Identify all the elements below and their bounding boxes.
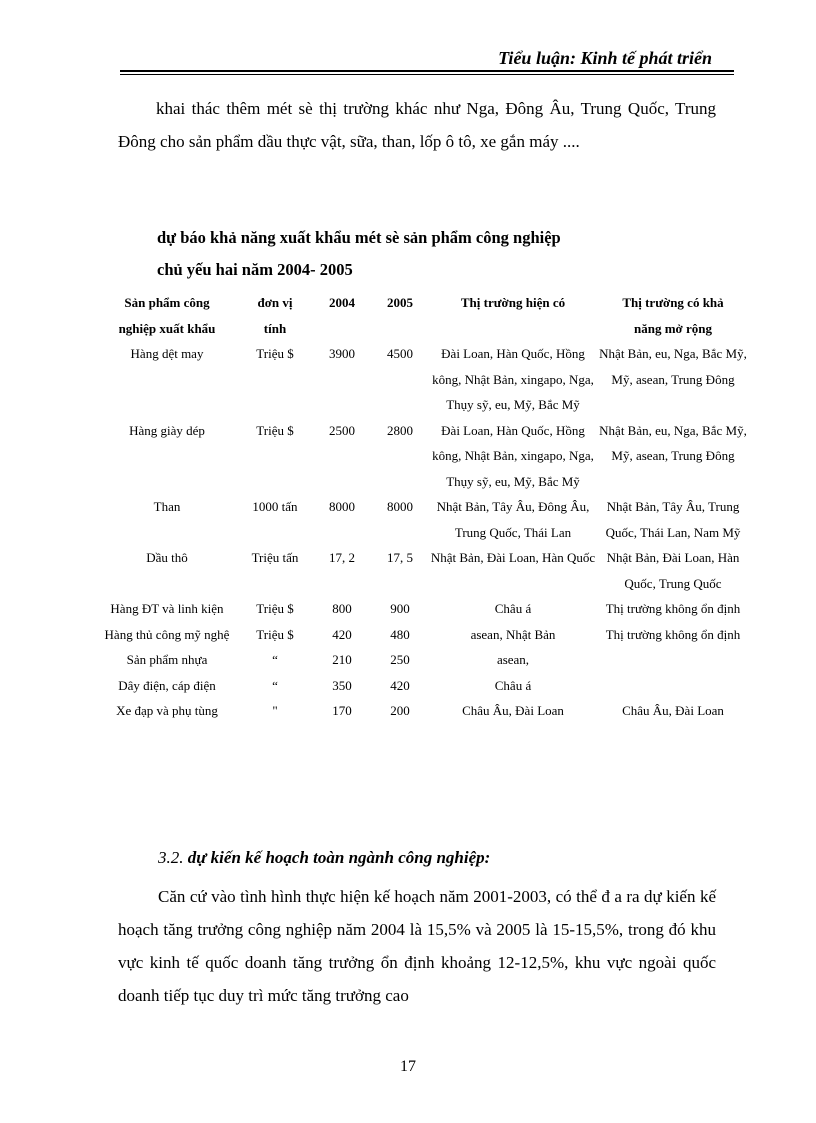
page-number: 17 bbox=[400, 1058, 416, 1075]
cell-2004: 420 bbox=[332, 626, 352, 642]
header-rule-thick bbox=[120, 70, 734, 72]
cell-2004: 2500 bbox=[329, 422, 355, 438]
cell-unit: " bbox=[272, 703, 278, 718]
table-title-line1: dự báo khả năng xuất khẩu mét sè sản phẩm công nghiệp bbox=[157, 228, 561, 247]
cell-2004: 170 bbox=[332, 703, 352, 718]
table-row bbox=[97, 545, 749, 596]
cell-2004: 17, 2 bbox=[329, 550, 355, 565]
table-row bbox=[97, 622, 749, 648]
cell-2004: 210 bbox=[332, 652, 352, 667]
table-row bbox=[97, 418, 749, 495]
cell-current-markets: Đài Loan, Hàn Quốc, Hồng kông, Nhật Bản, xingapo, Nga, Thụy sỹ, eu, Mỹ, Bắc Mỹ bbox=[432, 346, 594, 412]
header-expand-markets bbox=[597, 290, 749, 341]
header-rule-thin bbox=[120, 74, 734, 75]
header-unit-line1: đơn vị bbox=[257, 295, 293, 310]
cell-expand-markets: Thị trường không ổn định bbox=[605, 626, 741, 642]
cell-product: Sản phẩm nhựa bbox=[126, 652, 208, 667]
table-row bbox=[97, 647, 749, 673]
header-unit-line2: tính bbox=[263, 320, 287, 336]
cell-product: Hàng thủ công mỹ nghệ bbox=[104, 626, 230, 642]
cell-2005: 8000 bbox=[387, 499, 413, 514]
cell-expand-markets bbox=[597, 673, 749, 699]
cell-expand-markets: Nhật Bản, eu, Nga, Bắc Mỹ, Mỹ, asean, Trung Đông bbox=[599, 422, 747, 463]
cell-2005: 200 bbox=[390, 703, 410, 718]
cell-product: Dầu thô bbox=[146, 550, 188, 565]
cell-2004: 8000 bbox=[329, 499, 355, 514]
header-unit bbox=[237, 290, 313, 341]
cell-2004: 350 bbox=[332, 677, 352, 693]
header-expand-line1: Thị trường có khả bbox=[622, 295, 724, 310]
header-product bbox=[97, 290, 237, 341]
cell-current-markets: asean, bbox=[496, 652, 530, 667]
cell-2005: 900 bbox=[390, 601, 410, 616]
header-current-markets: Thị trường hiện có bbox=[460, 295, 566, 310]
cell-unit: Triệu $ bbox=[256, 626, 294, 642]
closing-paragraph: Căn cứ vào tình hình thực hiện kế hoạch năm 2001-2003, có thể đ a ra dự kiến kế hoạch tăng trưởng công nghiệp năm 2004 là 15,5% và 2005 là 15-15,5%, trong đó khu vực kinh tế quốc doanh tăng trưởng ổn định khoảng 12-12,5%, khu vực ngoài quốc doanh tiếp tục duy trì mức tăng trưởng cao bbox=[118, 887, 716, 1005]
section-number: 3.2. bbox=[158, 848, 184, 867]
cell-2005: 420 bbox=[390, 677, 410, 693]
table-row bbox=[97, 673, 749, 699]
header-product-line1: Sản phẩm công bbox=[124, 295, 210, 310]
header-2005: 2005 bbox=[387, 295, 413, 310]
cell-2005: 480 bbox=[390, 626, 410, 642]
cell-current-markets: Nhật Bản, Tây Âu, Đông Âu, Trung Quốc, Thái Lan bbox=[436, 499, 590, 540]
cell-current-markets: asean, Nhật Bản bbox=[470, 626, 556, 642]
cell-current-markets: Châu Âu, Đài Loan bbox=[462, 703, 564, 718]
cell-2005: 17, 5 bbox=[387, 550, 413, 565]
cell-product: Xe đạp và phụ tùng bbox=[116, 703, 218, 718]
cell-unit: 1000 tấn bbox=[252, 499, 298, 514]
table-title-line2: chủ yếu hai năm 2004- 2005 bbox=[157, 260, 353, 279]
export-forecast-table bbox=[97, 290, 749, 724]
cell-expand-markets: Nhật Bản, Tây Âu, Trung Quốc, Thái Lan, Nam Mỹ bbox=[605, 499, 741, 540]
cell-2005: 4500 bbox=[387, 346, 413, 361]
cell-product: Hàng giày dép bbox=[129, 422, 205, 438]
cell-current-markets: Nhật Bản, Đài Loan, Hàn Quốc bbox=[430, 550, 596, 565]
cell-unit: “ bbox=[272, 652, 278, 667]
table-row bbox=[97, 494, 749, 545]
intro-paragraph: khai thác thêm mét sè thị trường khác như Nga, Đông Âu, Trung Quốc, Trung Đông cho sản phẩm dầu thực vật, sữa, than, lốp ô tô, xe gắn máy .... bbox=[118, 99, 716, 151]
header-2004: 2004 bbox=[329, 295, 355, 310]
cell-product: Hàng ĐT và linh kiện bbox=[110, 601, 224, 616]
cell-product: Than bbox=[153, 499, 181, 514]
cell-expand-markets: Châu Âu, Đài Loan bbox=[622, 703, 724, 718]
cell-current-markets: Châu á bbox=[494, 677, 532, 693]
table-row bbox=[97, 596, 749, 622]
cell-current-markets: Đài Loan, Hàn Quốc, Hồng kông, Nhật Bản, xingapo, Nga, Thụy sỹ, eu, Mỹ, Bắc Mỹ bbox=[432, 422, 594, 489]
table-header-row bbox=[97, 290, 749, 341]
header-expand-line2: năng mở rộng bbox=[634, 320, 712, 336]
section-heading bbox=[158, 848, 490, 868]
cell-unit: Triệu $ bbox=[256, 422, 294, 438]
cell-product: Dây điện, cáp điện bbox=[118, 677, 216, 693]
cell-unit: Triệu tấn bbox=[251, 550, 299, 565]
cell-unit: Triệu $ bbox=[256, 601, 294, 616]
cell-expand-markets: Nhật Bản, eu, Nga, Bắc Mỹ, Mỹ, asean, Trung Đông bbox=[599, 346, 747, 387]
header-title: Tiểu luận: Kinh tế phát triển bbox=[498, 48, 712, 68]
cell-unit: Triệu $ bbox=[256, 346, 294, 361]
cell-current-markets: Châu á bbox=[494, 601, 532, 616]
table-row bbox=[97, 698, 749, 724]
cell-2004: 3900 bbox=[329, 346, 355, 361]
cell-2004: 800 bbox=[332, 601, 352, 616]
cell-expand-markets: Thị trường không ổn định bbox=[605, 601, 741, 616]
cell-2005: 250 bbox=[390, 652, 410, 667]
cell-2005: 2800 bbox=[387, 422, 413, 438]
header-product-line2: nghiệp xuất khẩu bbox=[118, 320, 216, 336]
cell-expand-markets: Nhật Bản, Đài Loan, Hàn Quốc, Trung Quốc bbox=[606, 550, 740, 591]
table-row bbox=[97, 341, 749, 418]
page-header bbox=[120, 48, 734, 74]
cell-product: Hàng dệt may bbox=[130, 346, 204, 361]
cell-expand-markets bbox=[597, 647, 749, 673]
cell-unit: “ bbox=[272, 677, 278, 693]
section-title: dự kiến kế hoạch toàn ngành công nghiệp: bbox=[187, 848, 491, 867]
